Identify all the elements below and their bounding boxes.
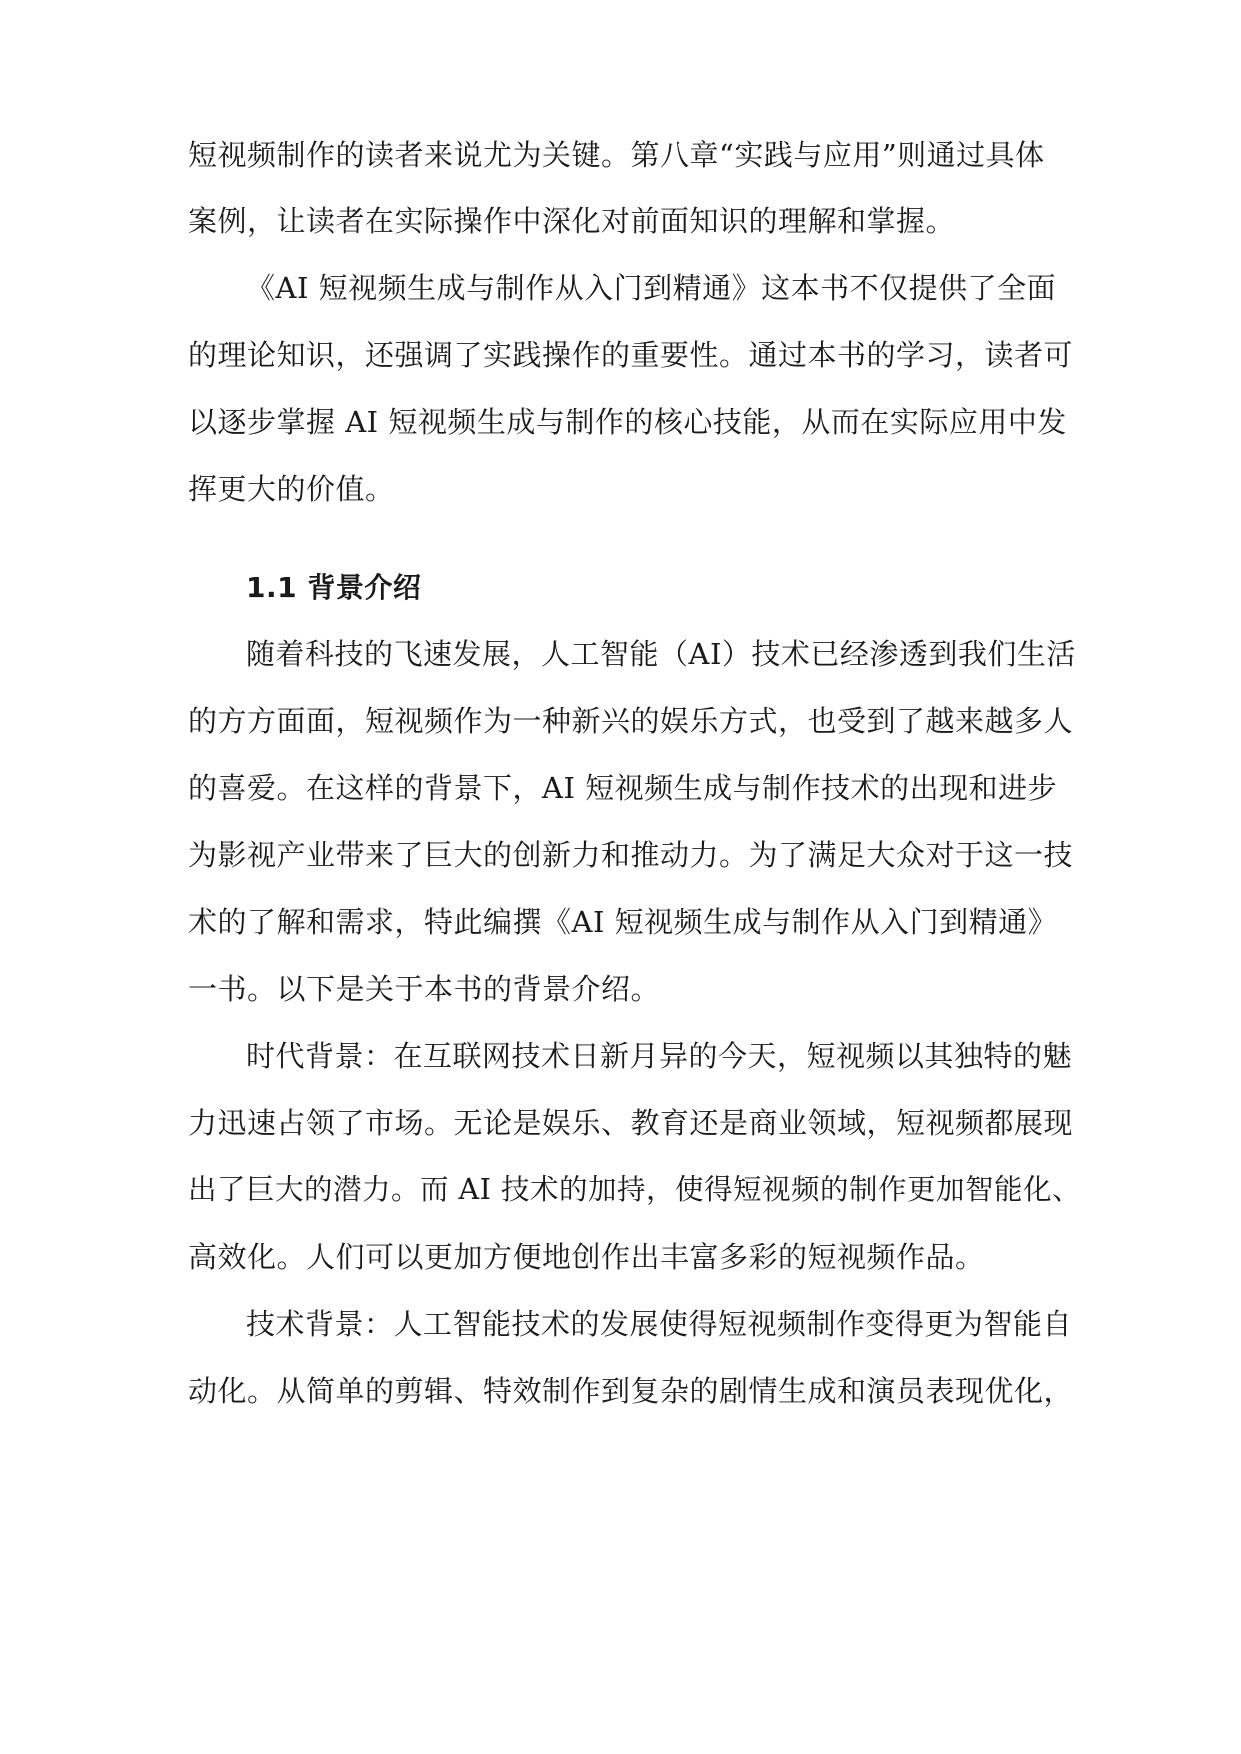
text-line: 挥更大的价值。 (188, 472, 395, 506)
section-heading: 1.1 背景介绍 (246, 571, 422, 604)
text-line: 时代背景：在互联网技术日新月异的今天，短视频以其独特的魅 (246, 1039, 1073, 1073)
text-line: 随着科技的飞速发展，人工智能（AI）技术已经渗透到我们生活 (246, 637, 1076, 671)
text-line: 出了巨大的潜力。而 AI 技术的加持，使得短视频的制作更加智能化、 (188, 1173, 1081, 1206)
text-line: 高效化。人们可以更加方便地创作出丰富多彩的短视频作品。 (188, 1240, 985, 1274)
text-line: 为影视产业带来了巨大的创新力和推动力。为了满足大众对于这一技 (188, 838, 1074, 872)
text-line: 的喜爱。在这样的背景下，AI 短视频生成与制作技术的出现和进步 (188, 771, 1058, 805)
text-line: 技术背景：人工智能技术的发展使得短视频制作变得更为智能自 (246, 1307, 1073, 1341)
text-line: 术的了解和需求，特此编撰《AI 短视频生成与制作从入门到精通》 (188, 905, 1058, 939)
text-line: 的理论知识，还强调了实践操作的重要性。通过本书的学习，读者可 (188, 338, 1074, 372)
text-line: 短视频制作的读者来说尤为关键。第八章“实践与应用”则通过具体 (188, 138, 1045, 172)
text-line: 的方方面面，短视频作为一种新兴的娱乐方式，也受到了越来越多人 (188, 704, 1074, 738)
text-line: 一书。以下是关于本书的背景介绍。 (188, 972, 661, 1006)
text-line: 以逐步掌握 AI 短视频生成与制作的核心技能，从而在实际应用中发 (188, 405, 1067, 439)
text-line: 《AI 短视频生成与制作从入门到精通》这本书不仅提供了全面 (246, 271, 1057, 305)
text-line: 动化。从简单的剪辑、特效制作到复杂的剧情生成和演员表现优化， (188, 1374, 1074, 1408)
text-line: 力迅速占领了市场。无论是娱乐、教育还是商业领域，短视频都展现 (188, 1106, 1074, 1140)
text-line: 案例，让读者在实际操作中深化对前面知识的理解和掌握。 (188, 204, 956, 238)
